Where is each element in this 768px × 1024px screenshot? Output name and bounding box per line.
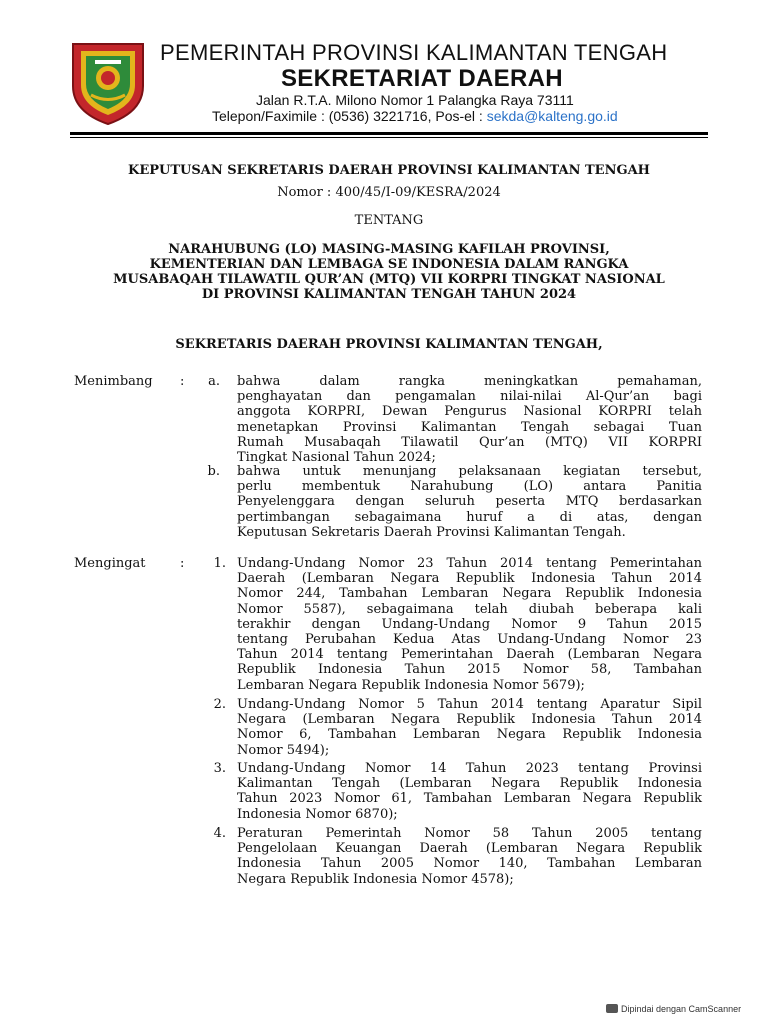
decree-heading: KEPUTUSAN SEKRETARIS DAERAH PROVINSI KALIMANTAN TENGAH xyxy=(128,163,650,178)
text-line: Nomor 5494); xyxy=(237,742,330,758)
text-line: perlu membentuk Narahubung (LO) antara Panitia xyxy=(237,479,702,495)
menimbang-item-marker: b. xyxy=(207,464,220,479)
office-address: Jalan R.T.A. Milono Nomor 1 Palangka Raya 73111 xyxy=(256,92,574,108)
text-line: Rumah Musabaqah Tilawatil Qur’an (MTQ) VII KORPRI xyxy=(237,434,702,450)
text-line: Tahun 2014 tentang Pemerintahan Daerah (Lembaran Negara xyxy=(237,647,702,663)
decree-about: TENTANG xyxy=(354,213,424,228)
text-line: Nomor 6, Tambahan Lembaran Negara Republik Indonesia xyxy=(237,727,702,743)
text-line: Peraturan Pemerintah Nomor 58 Tahun 2005 tentang xyxy=(237,826,702,841)
text-line: penghayatan dan pengamalan nilai-nilai Al-Qur’an bagi xyxy=(237,389,702,405)
text-line: Nomor 244, Tambahan Lembaran Negara Republik Indonesia xyxy=(237,586,702,602)
text-line: Indonesia Nomor 6870); xyxy=(237,806,398,822)
subject-line: DI PROVINSI KALIMANTAN TENGAH TAHUN 2024 xyxy=(201,287,577,302)
text-line: Negara Republik Indonesia Nomor 4578); xyxy=(237,871,514,887)
text-line: bahwa untuk menunjang pelaksanaan kegiatan tersebut, xyxy=(237,464,702,479)
subject-line: KEMENTERIAN DAN LEMBAGA SE INDONESIA DALAM RANGKA xyxy=(149,257,629,272)
decree-number: Nomor : 400/45/I-09/KESRA/2024 xyxy=(277,185,501,200)
office-name: SEKRETARIAT DAERAH xyxy=(281,65,563,92)
text-line: Tingkat Nasional Tahun 2024; xyxy=(237,450,436,466)
menimbang-label: Menimbang xyxy=(74,374,153,389)
mengingat-item-3 xyxy=(237,761,702,822)
mengingat-item-number: 1. xyxy=(213,556,226,571)
mengingat-item-number: 2. xyxy=(213,697,226,712)
mengingat-item-1 xyxy=(237,556,702,693)
text-line: Daerah (Lembaran Negara Republik Indonesia Tahun 2014 xyxy=(237,571,702,587)
text-line: menetapkan Provinsi Kalimantan Tengah sebagai Tuan xyxy=(237,419,702,435)
text-line: bahwa dalam rangka meningkatkan pemahaman, xyxy=(237,374,702,389)
camscanner-text: Dipindai dengan CamScanner xyxy=(621,1004,742,1014)
text-line: Tahun 2023 Nomor 61, Tambahan Lembaran Negara Republik xyxy=(237,791,702,807)
text-line: Penyelenggara dengan seluruh peserta MTQ berdasarkan xyxy=(237,494,702,510)
text-line: terakhir dengan Undang-Undang Nomor 9 Tahun 2015 xyxy=(237,616,702,632)
contact-email: sekda@kalteng.go.id xyxy=(486,108,618,124)
mengingat-colon: : xyxy=(180,556,185,571)
text-line: anggota KORPRI, Dewan Pengurus Nasional KORPRI telah xyxy=(237,404,702,420)
menimbang-item-b xyxy=(237,464,702,540)
office-contact xyxy=(212,108,618,124)
text-line: tentang Perubahan Kedua Atas Undang-Undang Nomor 23 xyxy=(237,632,702,648)
text-line: Pengelolaan Keuangan Daerah (Lembaran Negara Republik xyxy=(237,841,702,857)
menimbang-item-marker: a. xyxy=(208,374,220,389)
letterhead-rule-thick xyxy=(70,132,708,135)
text-line: pertimbangan sebagaimana huruf a di atas, dengan xyxy=(237,509,702,525)
text-line: Undang-Undang Nomor 5 Tahun 2014 tentang Aparatur Sipil xyxy=(237,697,702,712)
text-line: Keputusan Sekretaris Daerah Provinsi Kalimantan Tengah. xyxy=(237,524,626,540)
menimbang-item-a xyxy=(237,374,702,465)
text-line: Kalimantan Tengah (Lembaran Negara Republik Indonesia xyxy=(237,776,702,792)
letterhead-rule-thin xyxy=(70,137,708,138)
text-line: Undang-Undang Nomor 23 Tahun 2014 tentang Pemerintahan xyxy=(237,556,702,571)
decree-subject xyxy=(70,242,708,302)
mengingat-item-number: 4. xyxy=(213,826,226,841)
subject-line: NARAHUBUNG (LO) MASING-MASING KAFILAH PROVINSI, xyxy=(168,242,610,257)
contact-phone: Telepon/Faximile : (0536) 3221716, Pos-el : xyxy=(212,108,487,124)
text-line: Republik Indonesia Tahun 2015 Nomor 58, Tambahan xyxy=(237,662,702,678)
subject-line: MUSABAQAH TILAWATIL QUR’AN (MTQ) VII KORPRI TINGKAT NASIONAL xyxy=(113,272,665,287)
text-line: Lembaran Negara Republik Indonesia Nomor 5679); xyxy=(237,677,585,693)
provincial-emblem-logo xyxy=(67,40,149,126)
text-line: Indonesia Tahun 2005 Nomor 140, Tambahan Lembaran xyxy=(237,856,702,872)
camscanner-icon xyxy=(606,1004,618,1013)
menimbang-colon: : xyxy=(180,374,185,389)
camscanner-watermark xyxy=(606,1004,741,1014)
mengingat-item-4 xyxy=(237,826,702,887)
mengingat-label: Mengingat xyxy=(74,556,146,571)
government-name: PEMERINTAH PROVINSI KALIMANTAN TENGAH xyxy=(160,40,668,65)
text-line: Undang-Undang Nomor 14 Tahun 2023 tentang Provinsi xyxy=(237,761,702,776)
mengingat-item-2 xyxy=(237,697,702,758)
text-line: Negara (Lembaran Negara Republik Indonesia Tahun 2014 xyxy=(237,712,702,728)
mengingat-item-number: 3. xyxy=(213,761,226,776)
text-line: Nomor 5587), sebagaimana telah diubah beberapa kali xyxy=(237,601,702,617)
decree-issuer: SEKRETARIS DAERAH PROVINSI KALIMANTAN TENGAH, xyxy=(175,337,603,352)
